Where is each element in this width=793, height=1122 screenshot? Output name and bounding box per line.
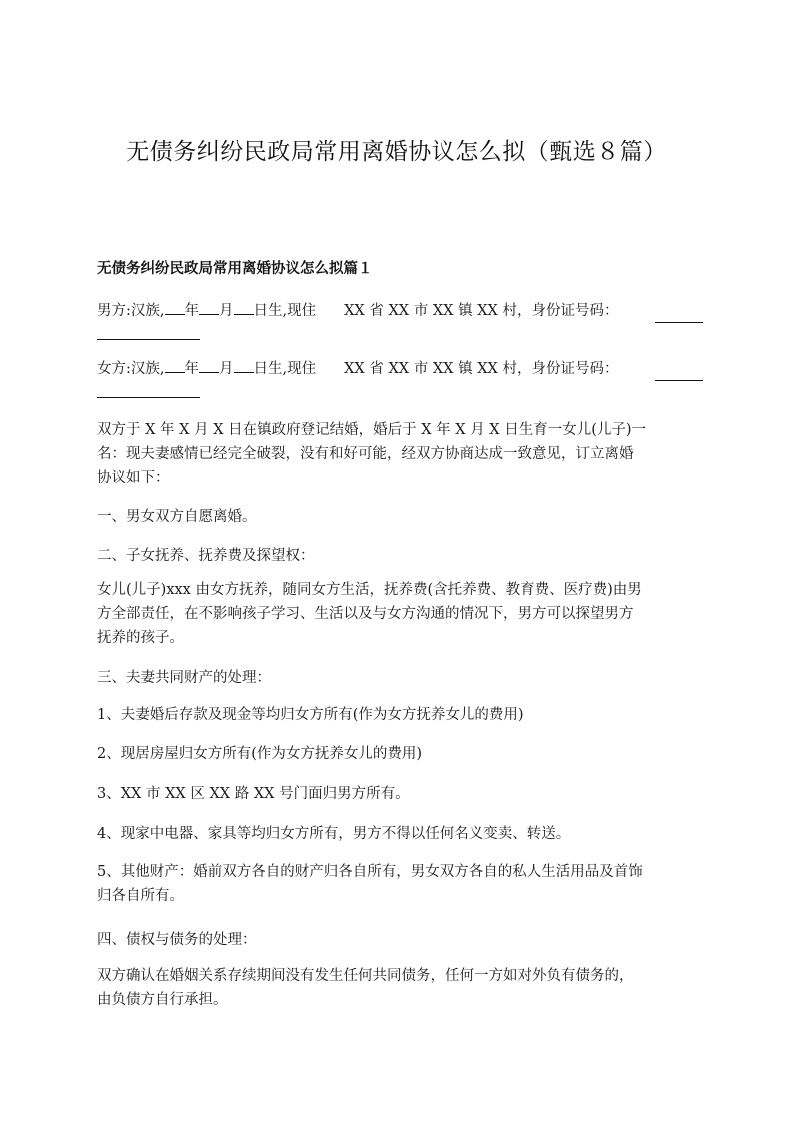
male-day-blank — [234, 300, 254, 315]
female-address: XX 省 XX 市 XX 镇 XX 村，身份证号码： — [344, 361, 619, 377]
property-item-5-line: 归各自所有。 — [97, 888, 184, 904]
section-heading: 无债务纠纷民政局常用离婚协议怎么拟篇１ — [97, 261, 373, 277]
clause-4-line: 双方确认在婚姻关系存续期间没有发生任何共同债务，任何一方如对外负有债务的， — [97, 968, 634, 984]
male-id-blank-continued — [97, 323, 200, 340]
female-id-blank — [655, 366, 703, 381]
male-ethnicity: 汉族, — [130, 303, 165, 319]
property-item-1: 1、夫妻婚后存款及现金等均归女方所有(作为女方抚养女儿的费用) — [97, 707, 524, 723]
clause-4-line: 由负债方自行承担。 — [97, 992, 228, 1008]
female-party-paragraph — [97, 357, 703, 398]
male-day-residence: 日生,现住 — [253, 303, 317, 319]
female-party-line — [97, 357, 703, 381]
intro-line: 双方于 X 年 X 月 X 日在镇政府登记结婚，婚后于 X 年 X 月 X 日生育一女儿(儿子)一 — [97, 422, 647, 438]
intro-line: 名：现夫妻感情已经完全破裂，没有和好可能，经双方协商达成一致意见，订立离婚 — [97, 446, 634, 462]
male-month-blank — [199, 300, 219, 315]
female-party-info — [97, 357, 618, 381]
female-id-blank-continued — [97, 381, 200, 398]
female-month-blank — [199, 358, 219, 373]
clause-4-heading: 四、债权与债务的处理： — [97, 932, 257, 948]
clause-1: 一、男女双方自愿离婚。 — [97, 509, 257, 525]
clause-2-line: 方全部责任，在不影响孩子学习、生活以及与女方沟通的情况下，男方可以探望男方 — [97, 606, 634, 622]
female-year-blank — [165, 358, 185, 373]
male-year-blank — [165, 300, 185, 315]
male-party-line — [97, 299, 703, 323]
male-month-label: 月 — [219, 303, 234, 319]
property-item-3: 3、XX 市 XX 区 XX 路 XX 号门面归男方所有。 — [97, 786, 410, 802]
male-id-blank — [655, 308, 703, 323]
property-item-4: 4、现家中电器、家具等均归女方所有，男方不得以任何名义变卖、转送。 — [97, 826, 571, 842]
male-year-label: 年 — [184, 303, 199, 319]
property-item-5-line: 5、其他财产：婚前双方各自的财产归各自所有，男女双方各自的私人生活用品及首饰 — [97, 864, 643, 880]
female-day-blank — [234, 358, 254, 373]
female-day-residence: 日生,现住 — [253, 361, 317, 377]
clause-3-heading: 三、夫妻共同财产的处理： — [97, 670, 271, 686]
female-label: 女方: — [97, 361, 131, 377]
clause-2-line: 抚养的孩子。 — [97, 630, 184, 646]
male-label: 男方: — [97, 303, 131, 319]
property-item-2: 2、现居房屋归女方所有(作为女方抚养女儿的费用) — [97, 746, 423, 762]
female-ethnicity: 汉族, — [130, 361, 165, 377]
male-party-info — [97, 299, 618, 323]
clause-4-body — [97, 964, 703, 1012]
intro-paragraph — [97, 418, 703, 490]
male-party-paragraph — [97, 299, 703, 340]
intro-line: 协议如下： — [97, 470, 170, 486]
property-item-5 — [97, 860, 703, 908]
female-month-label: 月 — [219, 361, 234, 377]
clause-2-line: 女儿(儿子)xxx 由女方抚养，随同女方生活，抚养费(含托养费、教育费、医疗费)由男 — [97, 582, 642, 598]
document-title: 无债务纠纷民政局常用离婚协议怎么拟（甄选８篇） — [126, 139, 667, 165]
clause-2-heading: 二、子女抚养、抚养费及探望权： — [97, 548, 315, 564]
clause-2-body — [97, 578, 703, 650]
male-address: XX 省 XX 市 XX 镇 XX 村，身份证号码： — [344, 303, 619, 319]
female-year-label: 年 — [184, 361, 199, 377]
